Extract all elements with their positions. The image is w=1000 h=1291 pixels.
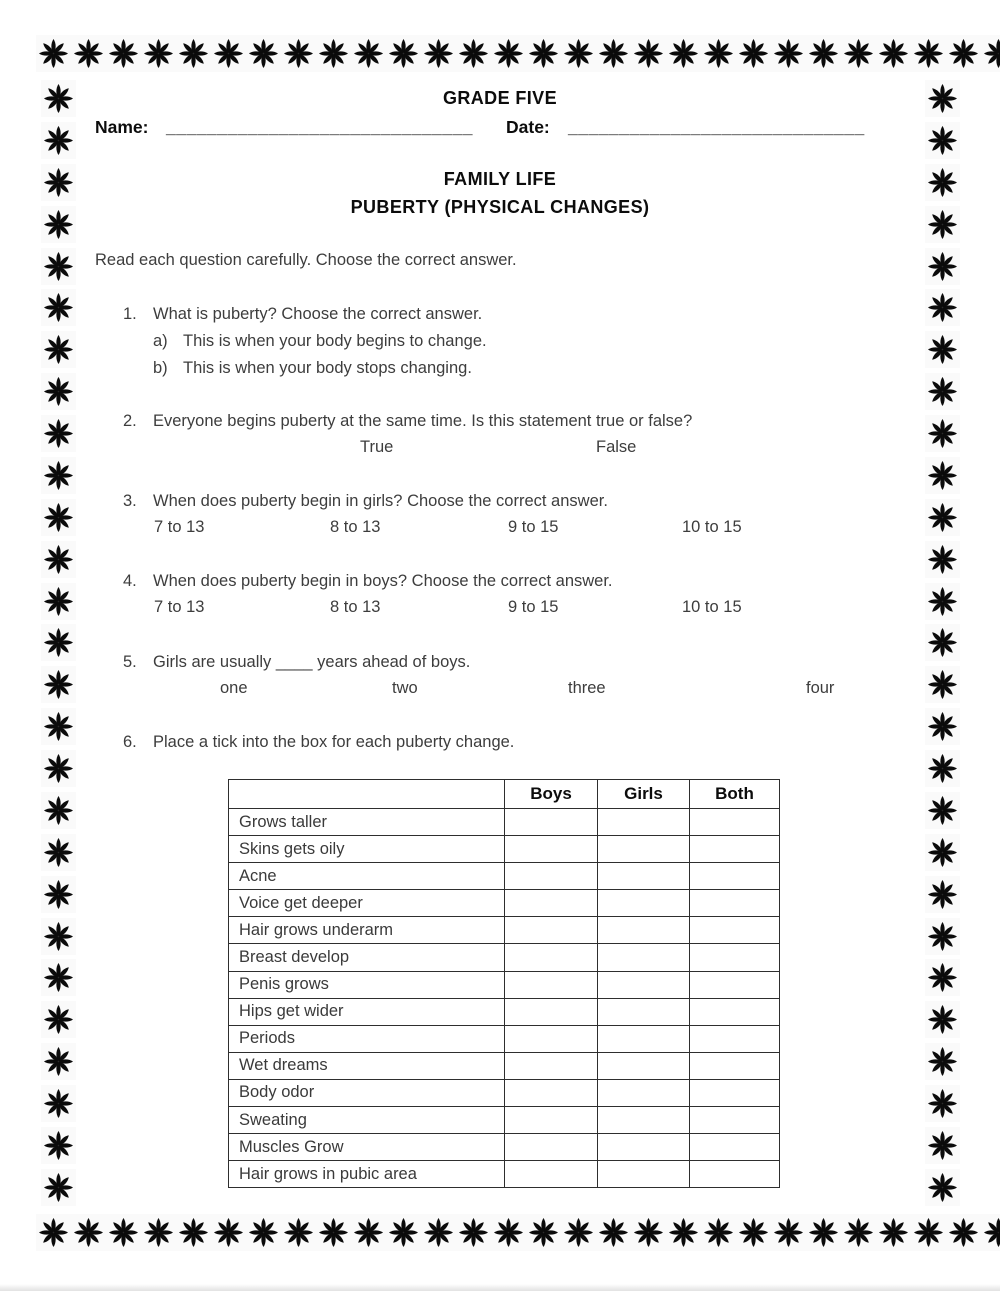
flower-asterisk-icon (771, 35, 806, 72)
question-4-options (0, 598, 1000, 620)
border-right (920, 80, 964, 1206)
puberty-changes-table (228, 779, 780, 1188)
tick-cell-both[interactable] (690, 1107, 780, 1134)
tick-cell-both[interactable] (690, 1052, 780, 1079)
question-5-number: 5. (123, 653, 137, 671)
tick-cell-boys[interactable] (505, 890, 598, 917)
flower-asterisk-icon (386, 1214, 421, 1251)
question-6-text: Place a tick into the box for each puberty change. (153, 733, 515, 751)
flower-asterisk-icon (736, 1214, 771, 1251)
flower-asterisk-icon (596, 35, 631, 72)
table-row (229, 890, 780, 917)
flower-asterisk-icon (141, 35, 176, 72)
option-four[interactable]: four (806, 679, 835, 697)
flower-asterisk-icon (925, 834, 960, 871)
table-row (229, 1134, 780, 1161)
flower-asterisk-icon (925, 122, 960, 159)
table-row (229, 917, 780, 944)
table-row (229, 1052, 780, 1079)
row-label: Sweating (229, 1107, 505, 1134)
tick-cell-both[interactable] (690, 1025, 780, 1052)
question-3-text: When does puberty begin in girls? Choose the correct answer. (153, 492, 608, 510)
name-blank-field[interactable]: ______________________________ (166, 117, 473, 137)
question-5 (123, 652, 470, 673)
name-label: Name: (95, 117, 149, 137)
tick-cell-boys[interactable] (505, 1134, 598, 1161)
tick-cell-girls[interactable] (598, 836, 690, 863)
flower-asterisk-icon (71, 35, 106, 72)
option-three[interactable]: three (568, 679, 606, 697)
flower-asterisk-icon (925, 541, 960, 578)
flower-asterisk-icon (841, 35, 876, 72)
row-label: Breast develop (229, 944, 505, 971)
table-row (229, 1107, 780, 1134)
flower-asterisk-icon (925, 373, 960, 410)
table-row (229, 998, 780, 1025)
tick-cell-both[interactable] (690, 1134, 780, 1161)
flower-asterisk-icon (41, 959, 76, 996)
flower-asterisk-icon (176, 35, 211, 72)
flower-asterisk-icon (925, 876, 960, 913)
tick-cell-girls[interactable] (598, 917, 690, 944)
option-false[interactable]: False (596, 438, 637, 456)
flower-asterisk-icon (631, 1214, 666, 1251)
tick-cell-both[interactable] (690, 1161, 780, 1188)
tick-cell-both[interactable] (690, 863, 780, 890)
option-9-to-15[interactable]: 9 to 15 (508, 598, 559, 616)
tick-cell-boys[interactable] (505, 944, 598, 971)
flower-asterisk-icon (421, 1214, 456, 1251)
flower-asterisk-icon (981, 1214, 1000, 1251)
flower-asterisk-icon (456, 1214, 491, 1251)
flower-asterisk-icon (876, 35, 911, 72)
instructions: Read each question carefully. Choose the correct answer. (95, 251, 517, 269)
flower-asterisk-icon (925, 457, 960, 494)
flower-asterisk-icon (596, 1214, 631, 1251)
flower-asterisk-icon (246, 35, 281, 72)
question-4-text: When does puberty begin in boys? Choose the correct answer. (153, 572, 613, 590)
date-label: Date: (506, 117, 550, 137)
flower-asterisk-icon (491, 35, 526, 72)
tick-cell-boys[interactable] (505, 1052, 598, 1079)
flower-asterisk-icon (71, 1214, 106, 1251)
table-header-blank (229, 780, 505, 809)
tick-cell-boys[interactable] (505, 836, 598, 863)
flower-asterisk-icon (911, 35, 946, 72)
question-3-number: 3. (123, 492, 137, 510)
flower-asterisk-icon (666, 35, 701, 72)
flower-asterisk-icon (925, 331, 960, 368)
row-label: Muscles Grow (229, 1134, 505, 1161)
tick-cell-both[interactable] (690, 1079, 780, 1106)
question-1-option-b[interactable] (153, 358, 472, 379)
table-row (229, 1161, 780, 1188)
flower-asterisk-icon (526, 1214, 561, 1251)
flower-asterisk-icon (41, 918, 76, 955)
row-label: Hair grows in pubic area (229, 1161, 505, 1188)
flower-asterisk-icon (666, 1214, 701, 1251)
option-true[interactable]: True (360, 438, 394, 456)
tick-cell-both[interactable] (690, 971, 780, 998)
question-3-options (0, 518, 1000, 540)
question-3 (123, 491, 608, 512)
flower-asterisk-icon (246, 1214, 281, 1251)
question-1-option-a[interactable] (153, 331, 487, 352)
row-label: Voice get deeper (229, 890, 505, 917)
table-header-boys: Boys (505, 780, 598, 809)
flower-asterisk-icon (41, 248, 76, 285)
tick-cell-girls[interactable] (598, 863, 690, 890)
flower-asterisk-icon (701, 1214, 736, 1251)
flower-asterisk-icon (701, 35, 736, 72)
grade-title: GRADE FIVE (442, 88, 557, 108)
flower-asterisk-icon (41, 624, 76, 661)
question-6 (123, 732, 514, 753)
flower-asterisk-icon (41, 541, 76, 578)
tick-cell-boys[interactable] (505, 971, 598, 998)
flower-asterisk-icon (41, 289, 76, 326)
table-row (229, 1025, 780, 1052)
table-row (229, 863, 780, 890)
option-b-label: b) (153, 359, 168, 377)
table-row (229, 1079, 780, 1106)
question-4-number: 4. (123, 572, 137, 590)
option-10-to-15[interactable]: 10 to 15 (682, 598, 742, 616)
flower-asterisk-icon (925, 918, 960, 955)
question-1 (123, 304, 482, 325)
table-header-both: Both (690, 780, 780, 809)
flower-asterisk-icon (316, 35, 351, 72)
tick-cell-girls[interactable] (598, 1025, 690, 1052)
table-row (229, 944, 780, 971)
flower-asterisk-icon (41, 1127, 76, 1164)
flower-asterisk-icon (456, 35, 491, 72)
tick-cell-boys[interactable] (505, 809, 598, 836)
flower-asterisk-icon (36, 35, 71, 72)
flower-asterisk-icon (421, 35, 456, 72)
tick-cell-girls[interactable] (598, 1079, 690, 1106)
row-label: Grows taller (229, 809, 505, 836)
flower-asterisk-icon (946, 35, 981, 72)
flower-asterisk-icon (281, 1214, 316, 1251)
option-b-text: This is when your body stops changing. (183, 359, 472, 377)
flower-asterisk-icon (36, 1214, 71, 1251)
tick-cell-both[interactable] (690, 944, 780, 971)
question-2 (123, 411, 692, 432)
flower-asterisk-icon (561, 1214, 596, 1251)
table-row (229, 971, 780, 998)
row-label: Penis grows (229, 971, 505, 998)
flower-asterisk-icon (925, 1085, 960, 1122)
flower-asterisk-icon (806, 1214, 841, 1251)
flower-asterisk-icon (41, 1043, 76, 1080)
page-bottom-edge (0, 1284, 1000, 1291)
option-10-to-15[interactable]: 10 to 15 (682, 518, 742, 536)
flower-asterisk-icon (491, 1214, 526, 1251)
tick-cell-boys[interactable] (505, 917, 598, 944)
option-9-to-15[interactable]: 9 to 15 (508, 518, 559, 536)
flower-asterisk-icon (736, 35, 771, 72)
flower-asterisk-icon (925, 708, 960, 745)
question-5-options (0, 679, 1000, 701)
tick-cell-both[interactable] (690, 917, 780, 944)
row-label: Acne (229, 863, 505, 890)
tick-cell-both[interactable] (690, 836, 780, 863)
tick-cell-girls[interactable] (598, 1052, 690, 1079)
flower-asterisk-icon (925, 289, 960, 326)
border-left (36, 80, 80, 1206)
table-header-girls: Girls (598, 780, 690, 809)
flower-asterisk-icon (981, 35, 1000, 72)
flower-asterisk-icon (106, 1214, 141, 1251)
flower-asterisk-icon (925, 1127, 960, 1164)
border-bottom (36, 1209, 964, 1255)
option-one[interactable]: one (220, 679, 248, 697)
option-7-to-13[interactable]: 7 to 13 (154, 518, 205, 536)
flower-asterisk-icon (841, 1214, 876, 1251)
border-top (36, 30, 964, 76)
row-label: Hair grows underarm (229, 917, 505, 944)
flower-asterisk-icon (41, 708, 76, 745)
flower-asterisk-icon (41, 792, 76, 829)
flower-asterisk-icon (925, 1169, 960, 1206)
flower-asterisk-icon (925, 1001, 960, 1038)
table-row (229, 809, 780, 836)
tick-cell-boys[interactable] (505, 1079, 598, 1106)
tick-cell-girls[interactable] (598, 944, 690, 971)
flower-asterisk-icon (876, 1214, 911, 1251)
tick-cell-both[interactable] (690, 890, 780, 917)
question-2-text: Everyone begins puberty at the same time. Is this statement true or false? (153, 412, 693, 430)
flower-asterisk-icon (41, 876, 76, 913)
flower-asterisk-icon (386, 35, 421, 72)
flower-asterisk-icon (925, 1043, 960, 1080)
tick-cell-girls[interactable] (598, 971, 690, 998)
flower-asterisk-icon (946, 1214, 981, 1251)
flower-asterisk-icon (925, 248, 960, 285)
option-7-to-13[interactable]: 7 to 13 (154, 598, 205, 616)
tick-cell-boys[interactable] (505, 1161, 598, 1188)
option-a-text: This is when your body begins to change. (183, 332, 487, 350)
flower-asterisk-icon (41, 1085, 76, 1122)
flower-asterisk-icon (771, 1214, 806, 1251)
flower-asterisk-icon (41, 331, 76, 368)
question-5-text: Girls are usually ____ years ahead of boys. (153, 653, 471, 671)
flower-asterisk-icon (911, 1214, 946, 1251)
date-blank-field[interactable]: _____________________________ (568, 117, 865, 137)
flower-asterisk-icon (141, 1214, 176, 1251)
subject-title: FAMILY LIFE (443, 169, 557, 189)
flower-asterisk-icon (561, 35, 596, 72)
flower-asterisk-icon (211, 35, 246, 72)
question-2-options (0, 438, 1000, 460)
flower-asterisk-icon (176, 1214, 211, 1251)
flower-asterisk-icon (526, 35, 561, 72)
flower-asterisk-icon (41, 750, 76, 787)
tick-cell-girls[interactable] (598, 998, 690, 1025)
flower-asterisk-icon (806, 35, 841, 72)
tick-cell-boys[interactable] (505, 1025, 598, 1052)
row-label: Periods (229, 1025, 505, 1052)
flower-asterisk-icon (281, 35, 316, 72)
flower-asterisk-icon (351, 35, 386, 72)
tick-cell-girls[interactable] (598, 1161, 690, 1188)
row-label: Hips get wider (229, 998, 505, 1025)
flower-asterisk-icon (925, 792, 960, 829)
flower-asterisk-icon (41, 1169, 76, 1206)
flower-asterisk-icon (211, 1214, 246, 1251)
flower-asterisk-icon (351, 1214, 386, 1251)
flower-asterisk-icon (106, 35, 141, 72)
tick-cell-girls[interactable] (598, 890, 690, 917)
row-label: Skins gets oily (229, 836, 505, 863)
flower-asterisk-icon (41, 1001, 76, 1038)
tick-cell-boys[interactable] (505, 998, 598, 1025)
flower-asterisk-icon (41, 834, 76, 871)
question-4 (123, 571, 613, 592)
question-1-text: What is puberty? Choose the correct answer. (153, 305, 483, 323)
flower-asterisk-icon (925, 624, 960, 661)
tick-cell-both[interactable] (690, 809, 780, 836)
option-a-label: a) (153, 332, 168, 350)
flower-asterisk-icon (41, 457, 76, 494)
row-label: Body odor (229, 1079, 505, 1106)
flower-asterisk-icon (316, 1214, 351, 1251)
question-2-number: 2. (123, 412, 137, 430)
flower-asterisk-icon (41, 122, 76, 159)
question-1-number: 1. (123, 305, 137, 323)
question-6-number: 6. (123, 733, 137, 751)
topic-title: PUBERTY (PHYSICAL CHANGES) (350, 197, 650, 217)
tick-cell-girls[interactable] (598, 809, 690, 836)
tick-cell-boys[interactable] (505, 863, 598, 890)
flower-asterisk-icon (925, 750, 960, 787)
tick-cell-both[interactable] (690, 998, 780, 1025)
tick-cell-girls[interactable] (598, 1134, 690, 1161)
flower-asterisk-icon (631, 35, 666, 72)
row-label: Wet dreams (229, 1052, 505, 1079)
option-two[interactable]: two (392, 679, 418, 697)
flower-asterisk-icon (41, 373, 76, 410)
table-row (229, 836, 780, 863)
tick-cell-girls[interactable] (598, 1107, 690, 1134)
option-8-to-13[interactable]: 8 to 13 (330, 598, 381, 616)
tick-cell-boys[interactable] (505, 1107, 598, 1134)
table-header-row (229, 780, 780, 809)
option-8-to-13[interactable]: 8 to 13 (330, 518, 381, 536)
flower-asterisk-icon (925, 959, 960, 996)
